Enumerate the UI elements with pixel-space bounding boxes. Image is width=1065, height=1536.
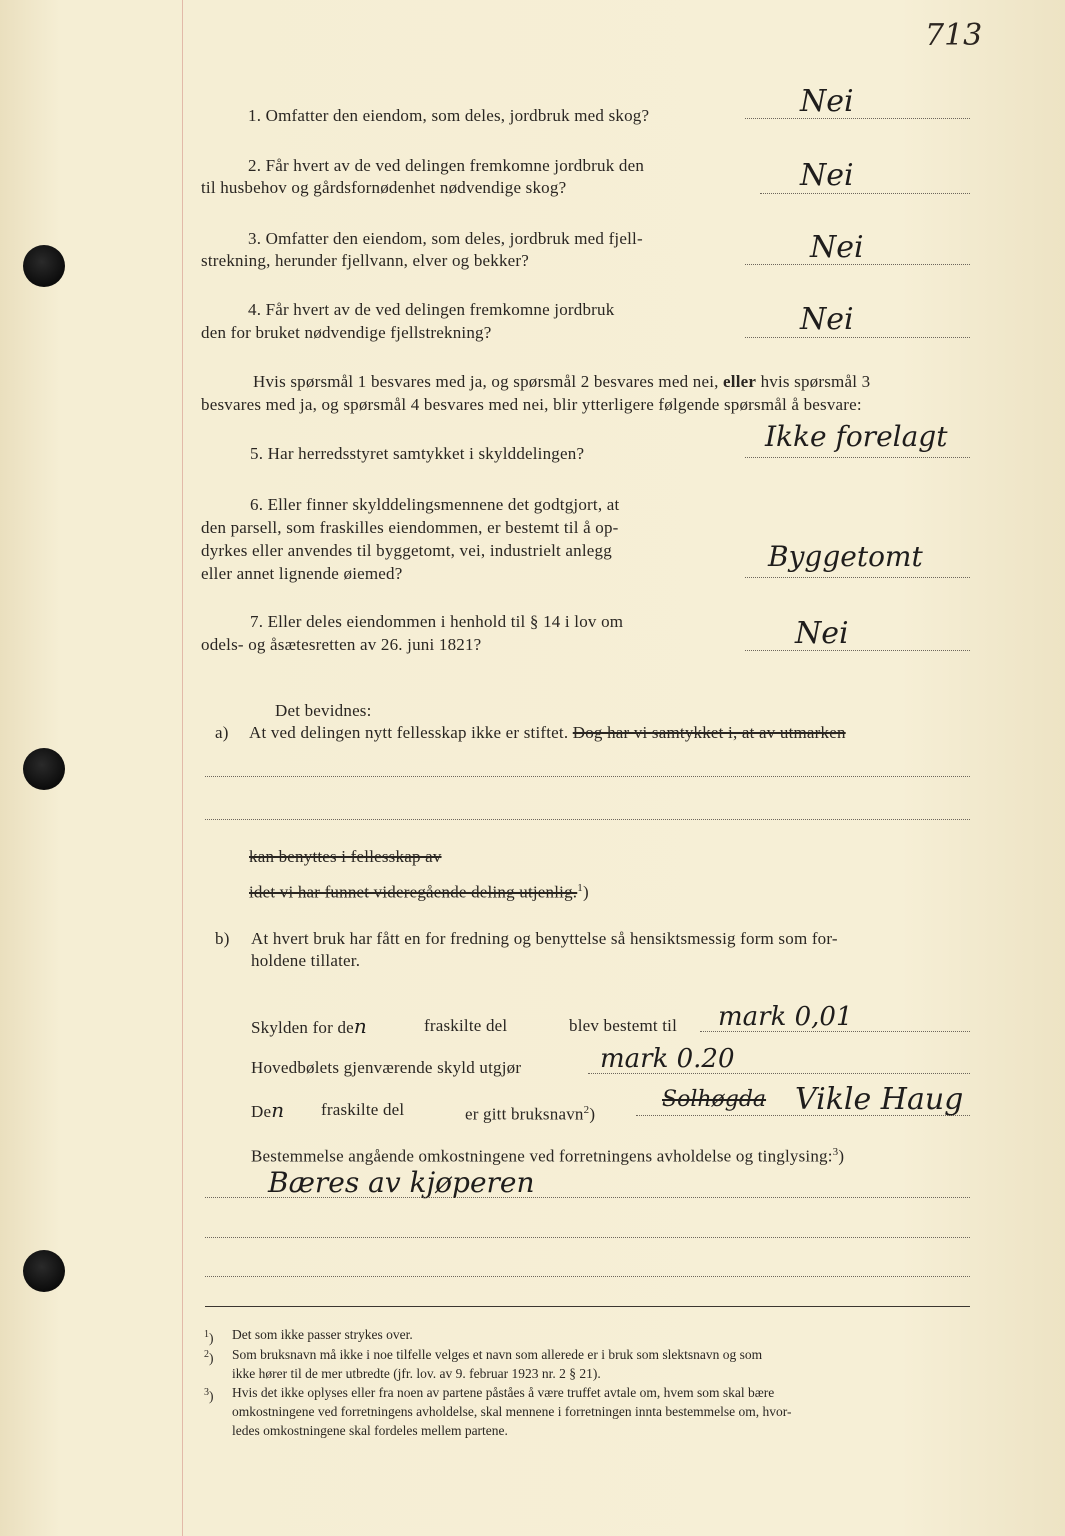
footnote-2-line-2: ikke hører til de mer utbredte (jfr. lov. av 9. februar 1923 nr. 2 § 21).	[232, 1366, 601, 1381]
question-7-line-2: odels- og åsætesretten av 26. juni 1821?	[201, 635, 482, 654]
punch-hole-middle	[23, 748, 65, 790]
struck-line-3: idet vi har funnet videregående deling utjenlig.$^1$)	[249, 882, 589, 902]
bevidnes-b-label: b)	[215, 929, 230, 948]
question-5-line-1: 5. Har herredsstyret samtykket i skylddelingen?	[250, 444, 585, 463]
question-3-line-1: 3. Omfatter den eiendom, som deles, jordbruk med fjell-	[248, 229, 643, 248]
footnote-1-line-1: Det som ikke passer strykes over.	[232, 1327, 413, 1342]
answer-4-handwriting: Nei	[800, 302, 854, 337]
answer-line-2	[760, 193, 970, 194]
margin-line	[182, 0, 183, 1536]
question-6-line-4: eller annet lignende øiemed?	[201, 564, 403, 583]
question-7-line-1: 7. Eller deles eiendommen i henhold til § 14 i lov om	[250, 612, 624, 631]
bevidnes-a-text: At ved delingen nytt fellesskap ikke er stiftet. Dog har vi samtykket i, at av utmarken	[249, 723, 846, 742]
question-4-line-1: 4. Får hvert av de ved delingen fremkomne jordbruk	[248, 300, 615, 319]
bevidnes-a-struck: Dog har vi samtykket i, at av utmarken	[572, 723, 846, 742]
blank-line-5	[205, 1276, 970, 1277]
question-6-line-2: den parsell, som fraskilles eiendommen, er bestemt til å op-	[201, 518, 619, 537]
skyld-answer-3-struck: Solhøgda	[662, 1087, 767, 1112]
answer-line-7	[745, 650, 970, 651]
skyld-answer-3-handwriting: Vikle Haug	[795, 1082, 964, 1117]
skyld-answer-4-handwriting: Bæres av kjøperen	[268, 1166, 535, 1199]
answer-line-4	[745, 337, 970, 338]
answer-line-5	[745, 457, 970, 458]
answer-2-handwriting: Nei	[800, 158, 854, 193]
question-2-line-2: til husbehov og gårdsfornødenhet nødvendige skog?	[201, 178, 567, 197]
footnote-3-mark: $^3$)	[204, 1387, 214, 1404]
skyld-line-2: Hovedbølets gjenværende skyld utgjør	[251, 1058, 522, 1077]
footnote-3-line-2: omkostningene ved forretningens avholdelse, skal mennene i forretningen innta bestemmelse om, hvor-	[232, 1404, 792, 1419]
bevidnes-b-line-1: At hvert bruk har fått en for fredning og benyttelse så hensiktsmessig form som for-	[251, 929, 838, 948]
footnote-2-mark: $^2$)	[204, 1349, 214, 1366]
punch-hole-top	[23, 245, 65, 287]
skyld-answer-1-handwriting: mark 0,01	[718, 1002, 853, 1032]
question-6-line-3: dyrkes eller anvendes til byggetomt, vei, industrielt anlegg	[201, 541, 612, 560]
answer-line-1	[745, 118, 970, 119]
page-number: 713	[925, 18, 983, 53]
question-2-line-1: 2. Får hvert av de ved delingen fremkomne jordbruk den	[248, 156, 645, 175]
punch-hole-bottom	[23, 1250, 65, 1292]
bevidnes-heading: Det bevidnes:	[275, 701, 372, 720]
footnote-2-line-1: Som bruksnavn må ikke i noe tilfelle velges et navn som allerede er i bruk som slektsnavn og som	[232, 1347, 763, 1362]
answer-line-6	[745, 577, 970, 578]
answer-3-handwriting: Nei	[810, 230, 864, 265]
answer-5-handwriting: Ikke forelagt	[765, 420, 948, 453]
struck-line-2: kan benyttes i fellesskap av	[249, 847, 442, 866]
skyld-line-4: Bestemmelse angående omkostningene ved forretningens avholdelse og tinglysing:$^3$)	[251, 1146, 845, 1166]
bevidnes-a-label: a)	[215, 723, 229, 742]
answer-1-handwriting: Nei	[800, 84, 854, 119]
footnote-3-line-3: ledes omkostningene skal fordeles mellem partene.	[232, 1423, 508, 1438]
conditional-line-1: Hvis spørsmål 1 besvares med ja, og spørsmål 2 besvares med nei, eller hvis spørsmål 3	[253, 372, 871, 391]
question-4-line-2: den for bruket nødvendige fjellstrekning?	[201, 323, 492, 342]
skyld-answer-2-handwriting: mark 0.20	[600, 1044, 735, 1074]
blank-line-2	[205, 819, 970, 820]
answer-7-handwriting: Nei	[795, 616, 849, 651]
question-6-line-1: 6. Eller finner skylddelingsmennene det godtgjort, at	[250, 495, 620, 514]
skyld-line-3: Den fraskilte del er gitt bruksnavn$^2$)	[251, 1098, 596, 1124]
footnote-1-mark: $^1$)	[204, 1329, 214, 1346]
blank-line-3	[205, 1197, 970, 1198]
question-3-line-2: strekning, herunder fjellvann, elver og bekker?	[201, 251, 530, 270]
blank-line-1	[205, 776, 970, 777]
bevidnes-b-line-2: holdene tillater.	[251, 951, 361, 970]
blank-line-4	[205, 1237, 970, 1238]
question-1-line-1: 1. Omfatter den eiendom, som deles, jordbruk med skog?	[248, 106, 650, 125]
conditional-line-2: besvares med ja, og spørsmål 4 besvares med nei, blir ytterligere følgende spørsmål å besvare:	[201, 395, 862, 414]
footnote-3-line-1: Hvis det ikke oplyses eller fra noen av partene påståes å være truffet avtale om, hvem som skal bære	[232, 1385, 775, 1400]
skyld-line-1: Skylden for den fraskilte del blev bestemt til	[251, 1014, 678, 1038]
footnote-separator	[205, 1306, 970, 1307]
answer-6-handwriting: Byggetomt	[768, 540, 923, 573]
